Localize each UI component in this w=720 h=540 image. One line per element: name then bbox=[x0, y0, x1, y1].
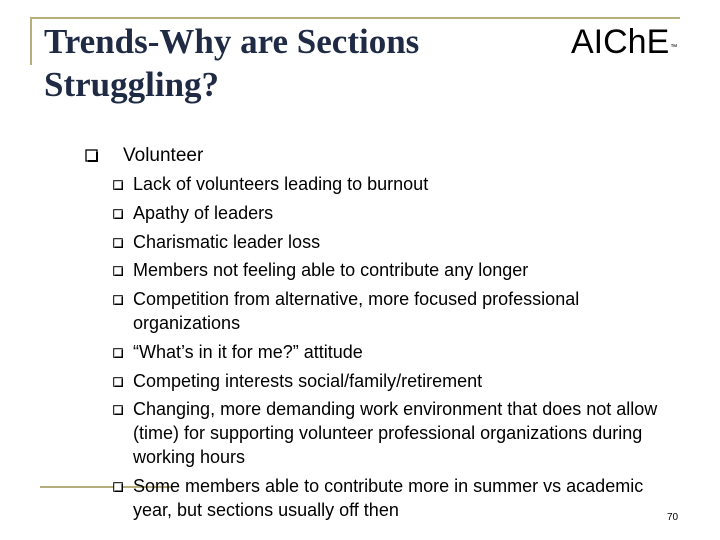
checkbox-bullet-icon bbox=[113, 209, 123, 219]
list-item bbox=[113, 202, 673, 226]
list-item-text: Apathy of leaders bbox=[133, 202, 274, 223]
list-item-text: “What’s in it for me?” attitude bbox=[133, 341, 363, 362]
list-item-text: Competing interests social/family/retirement bbox=[133, 370, 483, 391]
list-item-text: Changing, more demanding work environment that does not allow (time) for supporting volunteer professional organizations during working hours bbox=[133, 399, 658, 467]
list-item bbox=[113, 288, 673, 336]
checkbox-bullet-icon bbox=[113, 295, 123, 305]
logo-text: AIChE bbox=[571, 23, 670, 61]
checkbox-bullet-icon bbox=[113, 180, 123, 190]
list-item bbox=[113, 173, 673, 197]
list-item bbox=[113, 341, 673, 365]
checkbox-bullet-icon bbox=[85, 149, 98, 162]
checkbox-bullet-icon bbox=[113, 482, 123, 492]
list-item-text: Charismatic leader loss bbox=[133, 231, 321, 252]
page-number: 70 bbox=[667, 512, 679, 523]
frame-left-line bbox=[30, 17, 32, 65]
slide-title-line-1: Trends-Why are Sections bbox=[44, 22, 420, 61]
checkbox-bullet-icon bbox=[113, 348, 123, 358]
checkbox-bullet-icon bbox=[113, 238, 123, 248]
list-item bbox=[113, 475, 673, 523]
slide-title-line-2: Struggling? bbox=[44, 65, 220, 104]
list-item bbox=[113, 398, 673, 469]
list-item-text: Some members able to contribute more in summer vs academic year, but sections usually off then bbox=[133, 475, 644, 520]
checkbox-bullet-icon bbox=[113, 405, 123, 415]
list-item-text: Members not feeling able to contribute any longer bbox=[133, 260, 529, 281]
list-item-text: Lack of volunteers leading to burnout bbox=[133, 174, 429, 194]
aiche-logo bbox=[571, 22, 677, 62]
sub-bullet-list bbox=[113, 173, 673, 527]
checkbox-bullet-icon bbox=[113, 266, 123, 276]
list-item bbox=[113, 370, 673, 394]
main-bullet-text: Volunteer bbox=[123, 145, 204, 166]
checkbox-bullet-icon bbox=[113, 377, 123, 387]
logo-trademark: ™ bbox=[670, 44, 678, 51]
slide-title bbox=[44, 20, 564, 106]
list-item bbox=[113, 259, 673, 283]
frame-top-line bbox=[30, 17, 680, 19]
list-item-text: Competition from alternative, more focused professional organizations bbox=[133, 289, 580, 333]
list-item bbox=[113, 231, 673, 255]
